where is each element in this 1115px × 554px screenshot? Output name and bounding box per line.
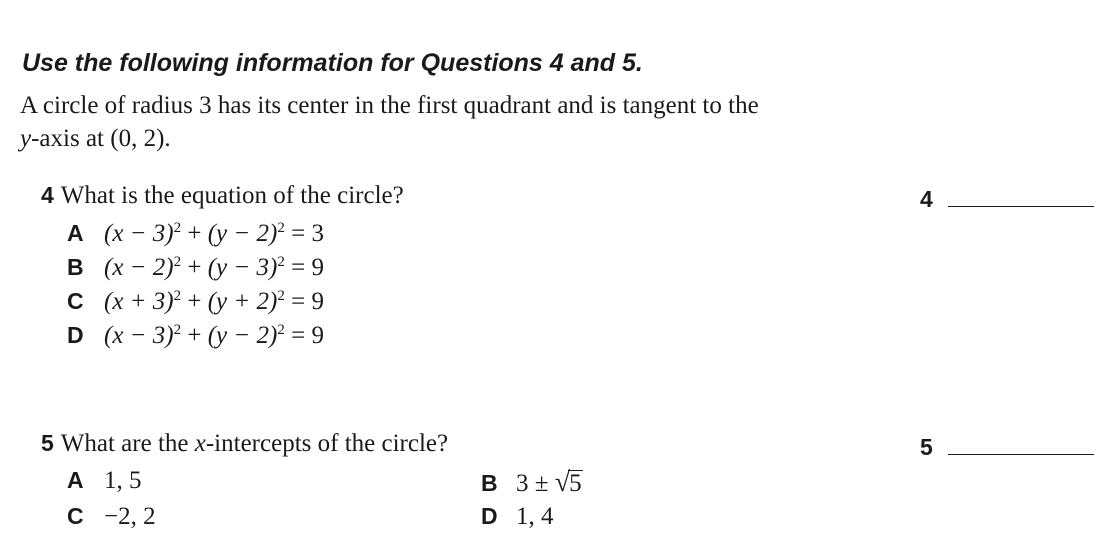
intro-line-2-text: -axis at (0, 2). (31, 125, 171, 152)
q5-choice-b-value (516, 467, 583, 498)
q5-choice-c-value: −2, 2 (104, 503, 156, 530)
question-5-x-variable: x (194, 430, 206, 457)
answer-5-blank[interactable] (948, 454, 1094, 455)
q4-d-y-exponent: 2 (277, 322, 285, 338)
q4-choice-c-letter: C (67, 288, 84, 314)
q4-d-rhs: 9 (311, 322, 324, 349)
q4-d-plus: + (187, 322, 202, 349)
q4-choice-c-equation (104, 288, 324, 315)
answer-4-blank[interactable] (948, 206, 1094, 207)
section-heading: Use the following information for Questions 4 and 5. (22, 49, 643, 77)
q5-choice-b[interactable] (481, 467, 583, 499)
q4-a-plus: + (187, 220, 202, 247)
q5-choice-d[interactable] (481, 503, 554, 531)
question-4-number: 4 (41, 182, 54, 208)
q4-choice-b[interactable] (67, 254, 324, 282)
q4-c-x-term: (x + 3) (104, 288, 174, 315)
q5-choice-a-letter: A (67, 467, 84, 493)
q5-choice-b-letter: B (481, 470, 498, 496)
q4-choice-a[interactable] (67, 220, 324, 248)
sqrt-icon: √ (554, 467, 571, 498)
question-5-text-after: -intercepts of the circle? (205, 430, 449, 457)
q4-a-x-term: (x − 3) (104, 220, 174, 247)
q4-d-y-term: (y − 2) (207, 322, 278, 349)
q4-a-equals: = (291, 220, 306, 247)
q4-c-equals: = (291, 288, 306, 315)
q4-choice-a-equation (104, 220, 324, 247)
q5-b-radicand: 5 (569, 470, 582, 497)
q4-choice-d-letter: D (67, 322, 84, 348)
q4-d-equals: = (291, 322, 306, 349)
q5-choice-d-letter: D (481, 503, 498, 529)
question-5-number: 5 (41, 430, 54, 456)
q4-choice-a-letter: A (67, 220, 84, 246)
q4-choice-b-equation (104, 254, 324, 281)
intro-y-variable: y (20, 125, 32, 152)
question-4 (41, 182, 404, 210)
q5-b-prefix: 3 ± (516, 470, 555, 497)
q4-b-rhs: 9 (311, 254, 324, 281)
q4-b-y-exponent: 2 (277, 254, 285, 270)
question-5-text-before: What are the (60, 430, 195, 457)
q4-choice-b-letter: B (67, 254, 84, 280)
q4-c-x-exponent: 2 (173, 288, 182, 304)
q5-choice-c-letter: C (67, 503, 84, 529)
answer-4-number: 4 (920, 186, 933, 212)
q4-choice-c[interactable] (67, 288, 324, 316)
answer-5-number: 5 (920, 434, 933, 460)
q4-b-x-term: (x − 2) (104, 254, 174, 281)
q4-a-rhs: 3 (311, 220, 324, 247)
intro-line-1: A circle of radius 3 has its center in the first quadrant and is tangent to the (20, 92, 759, 119)
q5-choice-a[interactable] (67, 467, 142, 495)
q4-b-y-term: (y − 3) (207, 254, 278, 281)
q4-a-y-exponent: 2 (277, 220, 285, 236)
q5-choice-c[interactable] (67, 503, 156, 531)
q5-b-square-root (555, 467, 583, 499)
intro-line-2 (20, 122, 759, 155)
q4-c-y-exponent: 2 (277, 288, 285, 304)
q4-c-plus: + (187, 288, 202, 315)
q4-b-x-exponent: 2 (173, 254, 182, 270)
q4-b-plus: + (187, 254, 202, 281)
q4-d-x-term: (x − 3) (104, 322, 174, 349)
q5-choice-d-value: 1, 4 (516, 503, 554, 530)
q4-d-x-exponent: 2 (173, 322, 182, 338)
q4-b-equals: = (291, 254, 306, 281)
q4-choice-d-equation (104, 322, 324, 349)
q4-c-rhs: 9 (311, 288, 324, 315)
q4-a-y-term: (y − 2) (207, 220, 278, 247)
q4-choice-d[interactable] (67, 322, 324, 350)
q4-a-x-exponent: 2 (173, 220, 182, 236)
question-4-text: What is the equation of the circle? (60, 182, 404, 209)
q5-choice-a-value: 1, 5 (104, 467, 142, 494)
problem-intro (20, 89, 759, 155)
question-5 (41, 430, 448, 458)
q4-c-y-term: (y + 2) (207, 288, 278, 315)
